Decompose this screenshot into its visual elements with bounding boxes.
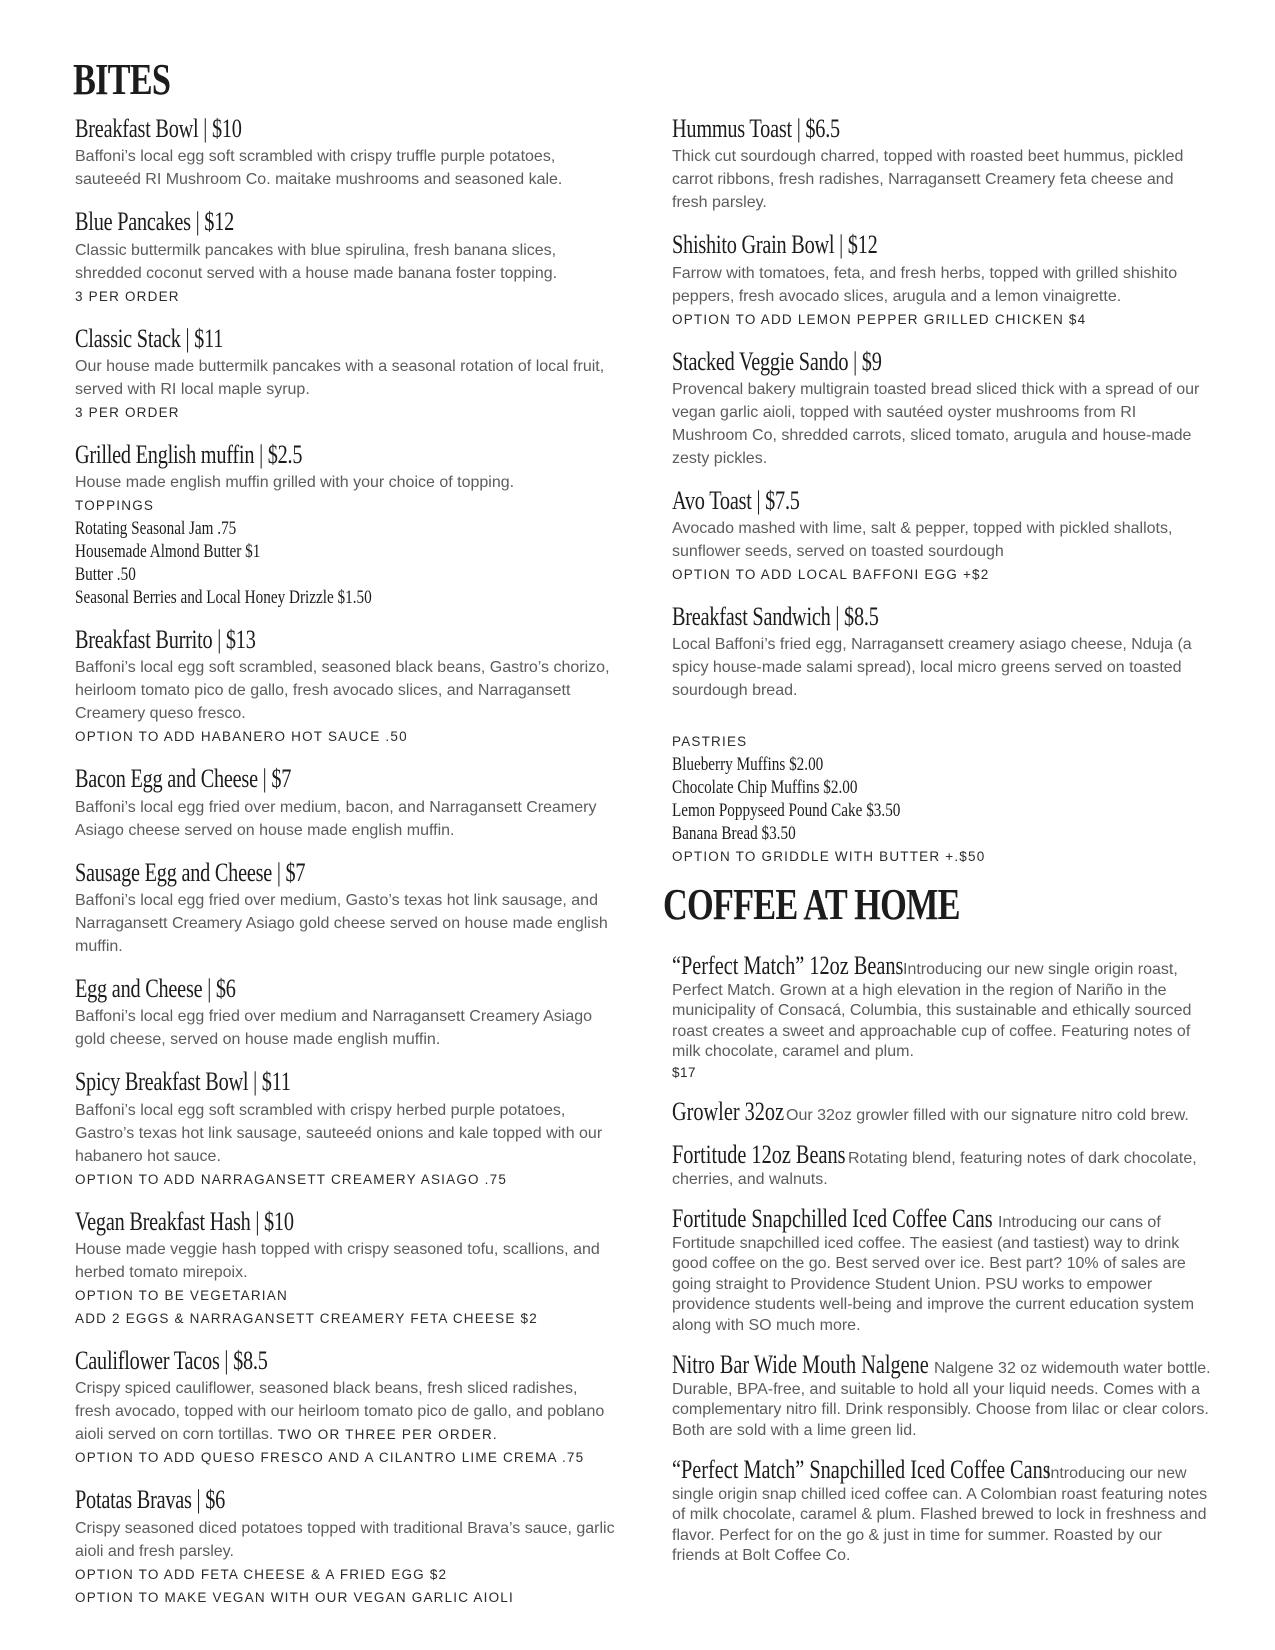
menu-item-description: Baffoni’s local egg soft scrambled with crispy herbed purple potatoes, Gastro’s texas hot link sausage, sauteeéd onions and kale topped with our habanero hot sauce. <box>75 1101 603 1165</box>
coffee-item <box>672 1352 1212 1441</box>
menu-item-title: Breakfast Burrito | $13 <box>75 625 256 655</box>
menu-item-note: OPTION TO MAKE VEGAN WITH OUR VEGAN GARLIC AIOLI <box>75 1589 514 1605</box>
topping-option: Seasonal Berries and Local Honey Drizzle $1.50 <box>75 587 372 609</box>
menu-item <box>672 487 1212 586</box>
coffee-item-name: Fortitude 12oz Beans <box>672 1140 846 1169</box>
coffee-item-text <box>672 1096 1212 1127</box>
coffee-item <box>672 953 1212 1083</box>
menu-item-title: Potatas Bravas | $6 <box>75 1485 226 1515</box>
menu-item-description <box>75 1377 615 1446</box>
menu-item-description: Baffoni’s local egg fried over medium and Narragansett Creamery Asiago gold cheese, served on house made english muffin. <box>75 1008 593 1049</box>
menu-item-title: Cauliflower Tacos | $8.5 <box>75 1345 268 1375</box>
menu-item-description: Our house made buttermilk pancakes with a seasonal rotation of local fruit, served with RI local maple syrup. <box>75 357 605 398</box>
coffee-item <box>672 1206 1212 1336</box>
menu-item <box>75 208 615 307</box>
menu-item <box>75 626 615 748</box>
bites-title: BITES <box>73 55 171 104</box>
coffee-item-name: Growler 32oz <box>672 1096 785 1126</box>
pastry-item: Banana Bread $3.50 <box>672 823 796 845</box>
menu-item <box>672 603 1212 702</box>
coffee-item <box>672 1142 1212 1190</box>
menu-item-title: Spicy Breakfast Bowl | $11 <box>75 1067 291 1097</box>
menu-item-note: OPTION TO ADD HABANERO HOT SAUCE .50 <box>75 729 408 745</box>
menu-item-description: Provencal bakery multigrain toasted bread sliced thick with a spread of our vegan garlic aioli, topped with sautéed oyster mushrooms from RI Mushroom Co, shredded carrots, sliced tomato, arugula and house-made zesty pickles. <box>672 380 1200 467</box>
coffee-item-text <box>672 1142 1212 1190</box>
menu-item <box>75 1208 615 1330</box>
menu-item-note: OPTION TO ADD LOCAL BAFFONI EGG +$2 <box>672 567 990 583</box>
pastry-item: Lemon Poppyseed Pound Cake $3.50 <box>672 800 901 822</box>
menu-item <box>672 115 1212 214</box>
menu-item-description: Farrow with tomatoes, feta, and fresh herbs, topped with grilled shishito peppers, fresh avocado slices, arugula and a lemon vinaigrette. <box>672 264 1178 305</box>
menu-item-title: Shishito Grain Bowl | $12 <box>672 230 878 260</box>
coffee-item <box>672 1096 1212 1127</box>
menu-item <box>75 325 615 424</box>
menu-item-inline-note: TWO OR THREE PER ORDER. <box>277 1427 498 1443</box>
menu-item-title: Vegan Breakfast Hash | $10 <box>75 1206 294 1236</box>
menu-item-note: 3 PER ORDER <box>75 404 180 420</box>
menu-item-title: Stacked Veggie Sando | $9 <box>672 346 882 376</box>
menu-item-description: Baffoni’s local egg soft scrambled, seasoned black beans, Gastro’s chorizo, heirloom tomato pico de gallo, fresh avocado slices, and Narragansett Creamery queso fresco. <box>75 659 610 723</box>
menu-item <box>75 115 615 191</box>
menu-item-description: Local Baffoni’s fried egg, Narragansett creamery asiago cheese, Nduja (a spicy house-made salami spread), local micro greens served on toasted sourdough bread. <box>672 636 1192 700</box>
menu-item <box>75 765 615 841</box>
menu-item <box>75 859 615 958</box>
toppings-label: TOPPINGS <box>75 498 155 514</box>
coffee-item-description: Nalgene 32 oz widemouth water bottle. Durable, BPA-free, and suitable to hold all your liquid needs. Comes with a complementary nitro fill. Drink responsibly. Choose from lilac or clear colors. Both are sold with a lime green lid. <box>672 1360 1211 1439</box>
menu-item-title: Avo Toast | $7.5 <box>672 485 800 515</box>
menu-item-note: OPTION TO ADD NARRAGANSETT CREAMERY ASIAGO .75 <box>75 1171 508 1187</box>
menu-item-note: 3 PER ORDER <box>75 288 180 304</box>
topping-option: Housemade Almond Butter $1 <box>75 541 261 563</box>
coffee-item-text <box>672 1352 1212 1441</box>
coffee-item-description: Introducing our new single origin roast, Perfect Match. Grown at a high elevation in the region of Nariño in the municipality of Consacá, Columbia, this sustainable and ethically sourced roast creates a sweet and approachable cup of coffee. Featuring notes of milk chocolate, caramel and plum. <box>672 961 1192 1060</box>
coffee-item-text <box>672 953 1212 1063</box>
menu-item-note: OPTION TO ADD LEMON PEPPER GRILLED CHICKEN $4 <box>672 311 1087 327</box>
coffee-at-home-title: COFFEE AT HOME <box>663 880 960 929</box>
menu-item <box>75 441 615 609</box>
coffee-item-description: Rotating blend, featuring notes of dark chocolate, cherries, and walnuts. <box>672 1150 1197 1188</box>
coffee-item-text <box>672 1457 1212 1567</box>
menu-item-title: Breakfast Bowl | $10 <box>75 114 242 143</box>
coffee-item-description: Introducing our new single origin snap chilled iced coffee can. A Colombian roast featuring notes of milk chocolate, caramel & plum. Flashed brewed to lock in freshness and flavor. Perfect for on the go & just in time for summer. Roasted by our friends at Bolt Coffee Co. <box>672 1465 1208 1564</box>
menu-item-description: Classic buttermilk pancakes with blue spirulina, fresh banana slices, shredded coconut served with a house made banana foster topping. <box>75 241 558 282</box>
menu-item-description: Avocado mashed with lime, salt & pepper, topped with pickled shallots, sunflower seeds, served on toasted sourdough <box>672 520 1173 561</box>
menu-item <box>75 1068 615 1190</box>
coffee-item-name: Fortitude Snapchilled Iced Coffee Cans <box>672 1204 993 1233</box>
pastry-item: Blueberry Muffins $2.00 <box>672 754 824 776</box>
menu-item <box>672 348 1212 470</box>
menu-item-description: House made english muffin grilled with your choice of topping. <box>75 474 515 492</box>
menu-item <box>672 231 1212 330</box>
coffee-column <box>672 953 1212 1583</box>
menu-item-description: Baffoni’s local egg fried over medium, Gasto’s texas hot link sausage, and Narragansett Creamery Asiago gold cheese served on house made english muffin. <box>75 892 608 956</box>
menu-item-description: Thick cut sourdough charred, topped with roasted beet hummus, pickled carrot ribbons, fresh radishes, Narragansett Creamery feta cheese and fresh parsley. <box>672 148 1184 212</box>
coffee-item-description: Introducing our cans of Fortitude snapchilled iced coffee. The easiest (and tastiest) way to drink good coffee on the go. Best served over ice. Best part? 10% of sales are going straight to Providence Student Union. PSU works to empower providence students well-being and improve the current education system along with SO much more. <box>672 1214 1195 1334</box>
menu-item-description: Baffoni’s local egg fried over medium, bacon, and Narragansett Creamery Asiago cheese served on house made english muffin. <box>75 798 597 839</box>
coffee-item-name: “Perfect Match” 12oz Beans <box>672 951 904 980</box>
menu-item-title: Hummus Toast | $6.5 <box>672 114 840 143</box>
menu-item-description-text: Crispy spiced cauliflower, seasoned black beans, fresh sliced radishes, fresh avocado, topped with our heirloom tomato pico de gallo, and poblano aioli served on corn tortillas. <box>75 1380 605 1444</box>
menu-item-note: OPTION TO ADD QUESO FRESCO AND A CILANTRO LIME CREMA .75 <box>75 1450 585 1466</box>
bites-right-column <box>672 115 1212 868</box>
menu-item-title: Classic Stack | $11 <box>75 323 224 353</box>
menu-item <box>75 1486 615 1608</box>
pastries-note: OPTION TO GRIDDLE WITH BUTTER +.$50 <box>672 849 986 865</box>
menu-item-description: Crispy seasoned diced potatoes topped with traditional Brava’s sauce, garlic aioli and fresh parsley. <box>75 1519 615 1560</box>
topping-option: Butter .50 <box>75 564 136 586</box>
coffee-item-name: “Perfect Match” Snapchilled Iced Coffee Cans <box>672 1455 1051 1484</box>
topping-option: Rotating Seasonal Jam .75 <box>75 518 237 540</box>
menu-item <box>75 975 615 1051</box>
pastries-label: PASTRIES <box>672 734 748 750</box>
menu-item-note: OPTION TO ADD FETA CHEESE & A FRIED EGG $2 <box>75 1566 448 1582</box>
bites-left-column <box>75 115 615 1626</box>
menu-item-description: House made veggie hash topped with crispy seasoned tofu, scallions, and herbed tomato mirepoix. <box>75 1240 600 1281</box>
menu-item-title: Grilled English muffin | $2.5 <box>75 439 303 469</box>
menu-item-title: Blue Pancakes | $12 <box>75 207 235 237</box>
menu-item-note: ADD 2 EGGS & NARRAGANSETT CREAMERY FETA CHEESE $2 <box>75 1310 538 1326</box>
coffee-item-description: Our 32oz growler filled with our signature nitro cold brew. <box>786 1106 1189 1124</box>
menu-item-note: OPTION TO BE VEGETARIAN <box>75 1287 288 1303</box>
pastries-section <box>672 730 1212 868</box>
pastry-item: Chocolate Chip Muffins $2.00 <box>672 777 858 799</box>
coffee-item-text <box>672 1206 1212 1336</box>
coffee-item <box>672 1457 1212 1567</box>
menu-item-title: Bacon Egg and Cheese | $7 <box>75 764 292 794</box>
coffee-item-name: Nitro Bar Wide Mouth Nalgene <box>672 1350 929 1379</box>
menu-item <box>75 1347 615 1469</box>
menu-item-title: Breakfast Sandwich | $8.5 <box>672 602 879 632</box>
menu-item-description: Baffoni’s local egg soft scrambled with crispy truffle purple potatoes, sauteeéd RI Mushroom Co. maitake mushrooms and seasoned kale. <box>75 148 563 189</box>
coffee-item-price: $17 <box>672 1064 697 1080</box>
menu-item-title: Sausage Egg and Cheese | $7 <box>75 857 306 887</box>
menu-item-title: Egg and Cheese | $6 <box>75 974 236 1004</box>
